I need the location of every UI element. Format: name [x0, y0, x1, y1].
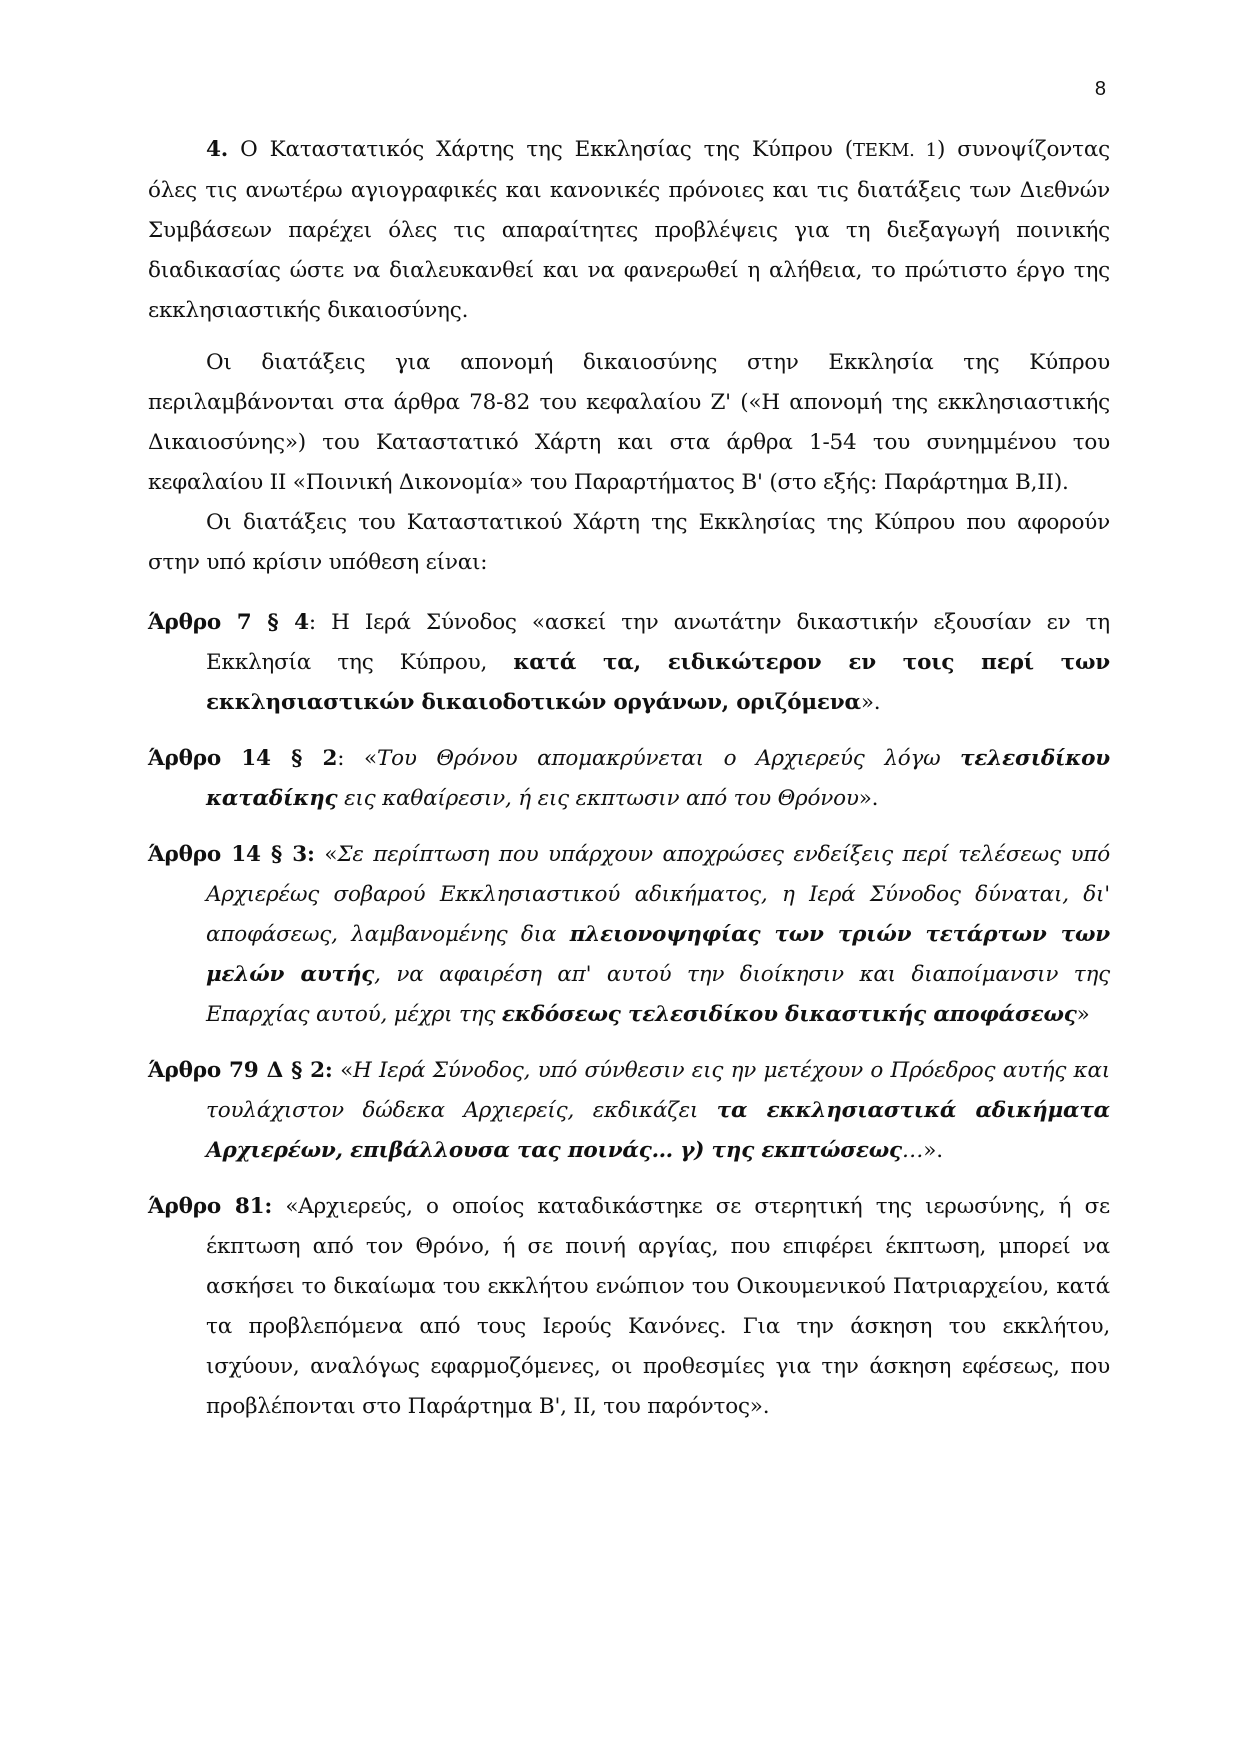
page-body — [148, 130, 1110, 1427]
paragraph-4-intro: 4. Ο Καταστατικός Χάρτης της Εκκλησίας της Κύπρου (ΤΕΚΜ. 1) συνοψίζοντας όλες τις ανωτέρω αγιογραφικές και κανονικές πρόνοιες και τις διατάξεις των Διεθνών Συμβάσεων παρέχει όλες τις απαραίτητες προβλέψεις για τη διεξαγωγή ποινικής διαδικασίας ώστε να διαλευκανθεί και να φανερωθεί η αλήθεια, το πρώτιστο έργο της εκκλησιαστικής δικαιοσύνης. — [148, 137, 1110, 323]
evidence-reference: ΤΕΚΜ. 1 — [852, 140, 937, 161]
article-label: Άρθρο 79 Δ § 2: — [148, 1058, 333, 1083]
paragraph-justice-provisions: Οι διατάξεις για απονομή δικαιοσύνης στην Εκκλησία της Κύπρου περιλαμβάνονται στα άρθρα 78-82 του κεφαλαίου Ζ' («Η απονομή της εκκλησιαστικής Δικαιοσύνης») του Καταστατικό Χάρτη και στα άρθρα 1-54 του συνημμένου του κεφαλαίου ΙΙ «Ποινική Δικονομία» του Παραρτήματος Β' (στο εξής: Παράρτημα Β,ΙΙ). — [148, 350, 1110, 495]
paragraph-relevant-provisions: Οι διατάξεις του Καταστατικού Χάρτη της Εκκλησίας της Κύπρου που αφορούν στην υπό κρίσιν υπόθεση είναι: — [148, 510, 1110, 575]
page-number: 8 — [1094, 78, 1106, 100]
article-14-3: Άρθρο 14 § 3: «Σε περίπτωση που υπάρχουν αποχρώσες ενδείξεις περί τελέσεως υπό Αρχιερέως σοβαρού Εκκλησιαστικού αδικήματος, η Ιερά Σύνοδος δύναται, δι' αποφάσεως, λαμβανομένης δια πλειονοψηφίας των τριών τετάρτων των μελών αυτής, να αφαιρέση απ' αυτού την διοίκησιν και διαποίμανσιν της Επαρχίας αυτού, μέχρι της εκδόσεως τελεσιδίκου δικαστικής αποφάσεως» — [148, 842, 1110, 1027]
article-label: Άρθρο 14 § 2 — [148, 746, 338, 771]
article-14-2: Άρθρο 14 § 2: «Του Θρόνου απομακρύνεται ο Αρχιερεύς λόγω τελεσιδίκου καταδίκης εις καθαίρεσιν, ή εις εκπτωσιν από του Θρόνου». — [148, 746, 1111, 811]
article-label: Άρθρο 81: — [148, 1194, 273, 1219]
article-label: Άρθρο 7 § 4 — [148, 610, 309, 635]
article-81: Άρθρο 81: «Αρχιερεύς, ο οποίος καταδικάστηκε σε στερητική της ιερωσύνης, ή σε έκπτωση από τον Θρόνο, ή σε ποινή αργίας, που επιφέρει έκπτωση, μπορεί να ασκήσει το δικαίωμα του εκκλήτου ενώπιον του Οικουμενικού Πατριαρχείου, κατά τα προβλεπόμενα από τους Ιερούς Κανόνες. Για την άσκηση του εκκλήτου, ισχύουν, αναλόγως εφαρμοζόμενες, οι προθεσμίες για την άσκηση εφέσεως, που προβλέπονται στο Παράρτημα Β', ΙΙ, του παρόντος». — [148, 1194, 1110, 1419]
section-number: 4. — [206, 137, 229, 162]
article-79-d-2: Άρθρο 79 Δ § 2: «Η Ιερά Σύνοδος, υπό σύνθεσιν εις ην μετέχουν ο Πρόεδρος αυτής και τουλάχιστον δώδεκα Αρχιερείς, εκδικάζει τα εκκλησιαστικά αδικήματα Αρχιερέων, επιβάλλουσα τας ποινάς… γ) της εκπτώσεως…». — [148, 1058, 1111, 1163]
article-7-4: Άρθρο 7 § 4: Η Ιερά Σύνοδος «ασκεί την ανωτάτην δικαστικήν εξουσίαν εν τη Εκκλησία της Κύπρου, κατά τα, ειδικώτερον εν τοις περί των εκκλησιαστικών δικαιοδοτικών οργάνων, οριζόμενα». — [148, 610, 1110, 715]
article-label: Άρθρο 14 § 3: — [148, 842, 315, 867]
